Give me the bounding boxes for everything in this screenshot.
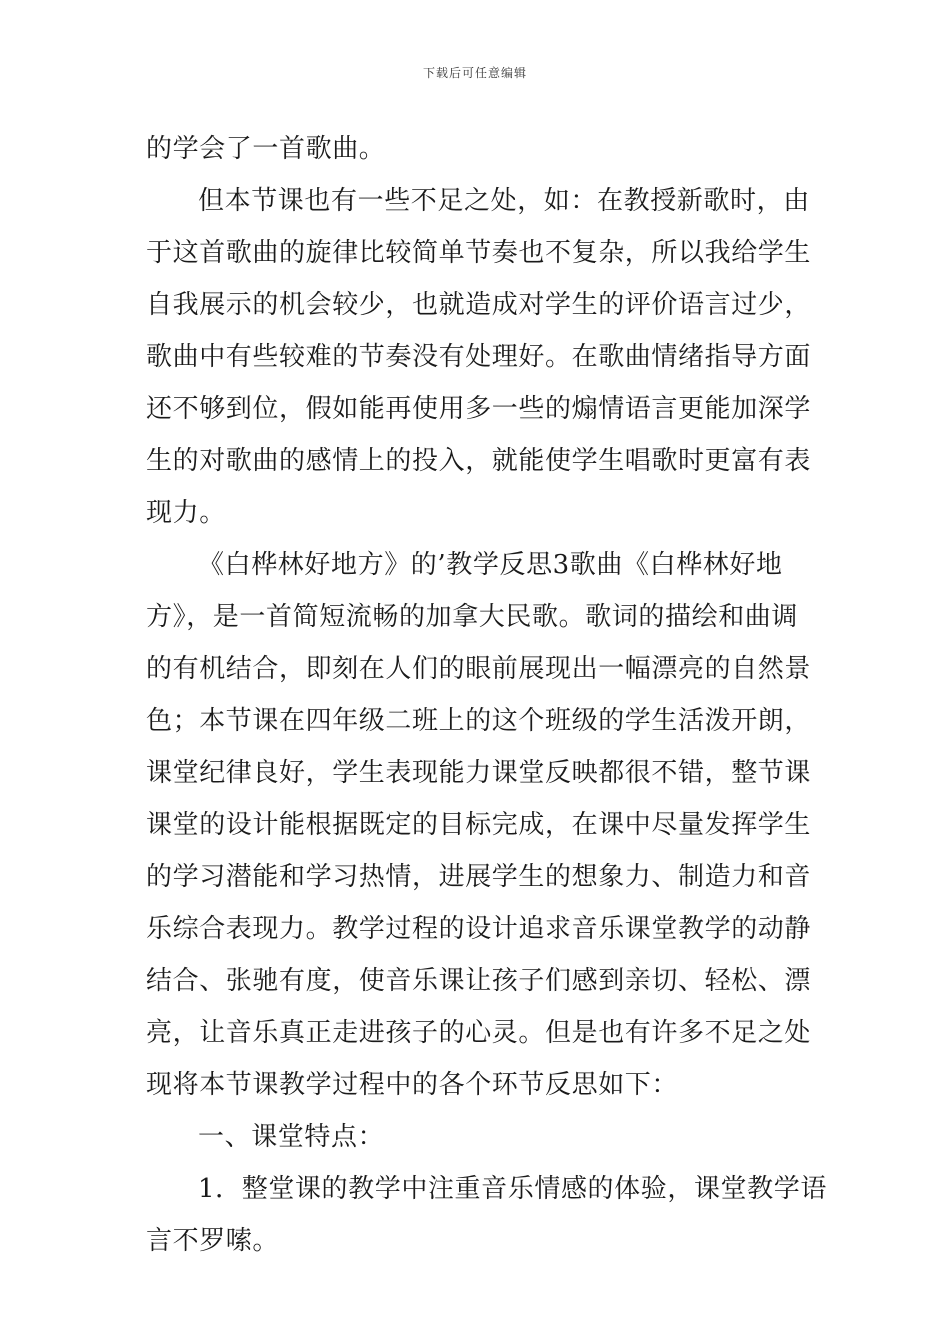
list-item-start-line: 1．整堂课的教学中注重音乐情感的体验，课堂教学语: [198, 1174, 827, 1204]
text-line: 课堂的设计能根据既定的目标完成，在课中尽量发挥学生: [146, 810, 812, 840]
text-line: 结合、张驰有度，使音乐课让孩子们感到亲切、轻松、漂: [146, 966, 812, 996]
text-line: 还不够到位，假如能再使用多一些的煽情语言更能加深学: [146, 394, 812, 424]
text-line: 的有机结合，即刻在人们的眼前展现出一幅漂亮的自然景: [146, 654, 812, 684]
paragraph-start-line: 《白桦林好地方》的’教学反思3歌曲《白桦林好地: [198, 550, 783, 580]
text-line: 自我展示的机会较少，也就造成对学生的评价语言过少，: [146, 290, 812, 320]
text-line: 于这首歌曲的旋律比较简单节奏也不复杂，所以我给学生: [146, 238, 812, 268]
text-line: 歌曲中有些较难的节奏没有处理好。在歌曲情绪指导方面: [146, 342, 812, 372]
paragraph-start-line: 但本节课也有一些不足之处，如：在教授新歌时，由: [198, 186, 810, 216]
text-line: 乐综合表现力。教学过程的设计追求音乐课堂教学的动静: [146, 914, 812, 944]
text-line: 生的对歌曲的感情上的投入，就能使学生唱歌时更富有表: [146, 446, 812, 476]
text-line: 方》，是一首简短流畅的加拿大民歌。歌词的描绘和曲调: [146, 602, 799, 632]
text-line: 的学习潜能和学习热情，进展学生的想象力、制造力和音: [146, 862, 812, 892]
text-line: 亮，让音乐真正走进孩子的心灵。但是也有许多不足之处: [146, 1018, 812, 1048]
page-header: 下载后可任意编辑: [422, 66, 527, 80]
text-line: 课堂纪律良好，学生表现能力课堂反映都很不错，整节课: [146, 758, 812, 788]
text-line: 现将本节课教学过程中的各个环节反思如下：: [146, 1070, 679, 1100]
text-line: 言不罗嗦。: [146, 1226, 280, 1256]
text-line: 的学会了一首歌曲。: [146, 134, 386, 164]
text-line: 色；本节课在四年级二班上的这个班级的学生活泼开朗，: [146, 706, 812, 736]
text-line: 现力。: [146, 498, 226, 528]
document-body: [146, 126, 827, 1270]
section-heading: 一、课堂特点：: [198, 1122, 385, 1152]
